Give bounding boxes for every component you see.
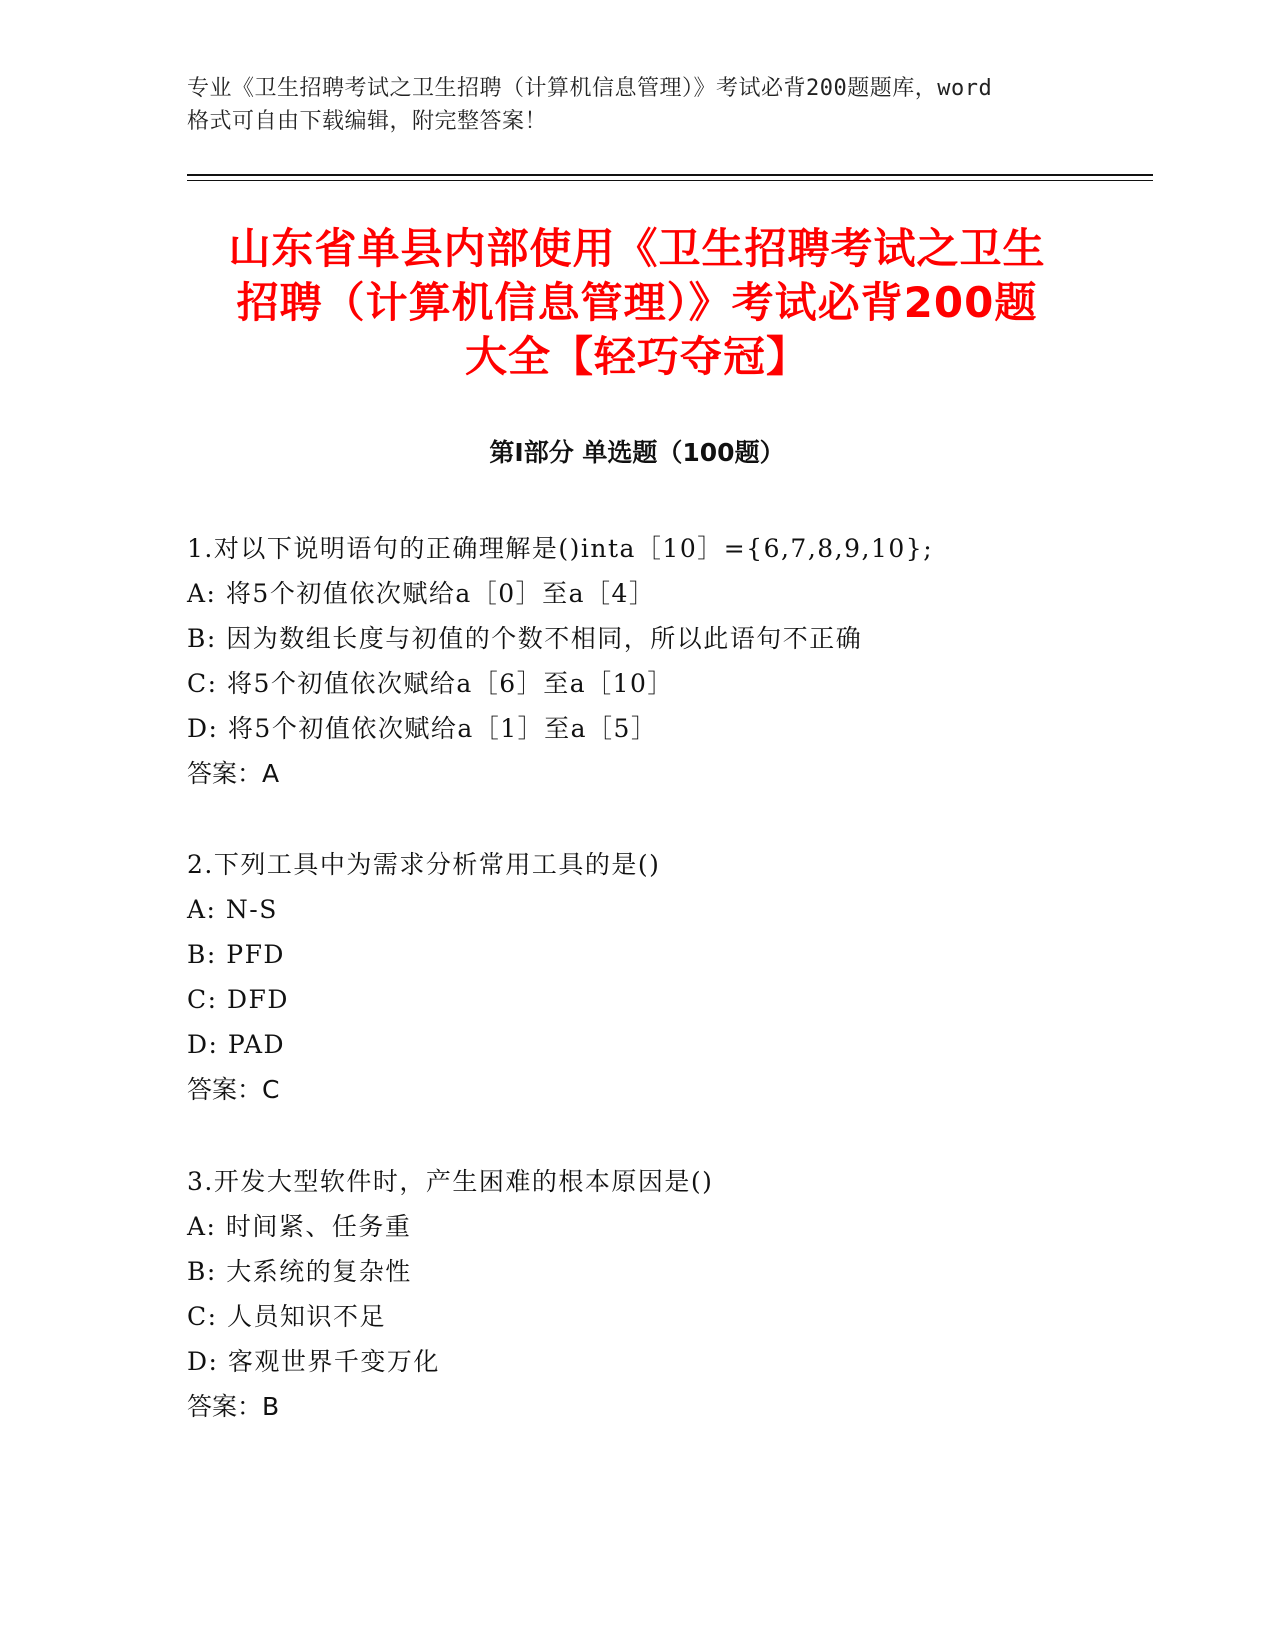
header-note <box>187 72 1087 138</box>
option-d: D: 将5个初值依次赋给a［1］至a［5］ <box>187 714 658 743</box>
answer-line: 答案：B <box>187 1392 280 1421</box>
option-b: B: 因为数组长度与初值的个数不相同，所以此语句不正确 <box>187 624 863 653</box>
header-divider-thick <box>187 174 1153 176</box>
answer-line: 答案：C <box>187 1075 280 1104</box>
option-a: A: 将5个初值依次赋给a［0］至a［4］ <box>187 579 656 608</box>
question-2 <box>187 842 1087 1112</box>
header-divider-thin <box>187 180 1153 181</box>
question-stem: 1.对以下说明语句的正确理解是()inta［10］={6,7,8,9,10}; <box>187 534 934 563</box>
answer-line: 答案：A <box>187 759 280 788</box>
option-d: D: 客观世界千变万化 <box>187 1347 440 1376</box>
section-heading: 第I部分 单选题（100题） <box>489 438 785 467</box>
question-stem: 3.开发大型软件时，产生困难的根本原因是() <box>187 1167 714 1196</box>
question-stem: 2.下列工具中为需求分析常用工具的是() <box>187 850 661 879</box>
option-a: A: 时间紧、任务重 <box>187 1212 412 1241</box>
option-b: B: 大系统的复杂性 <box>187 1257 412 1286</box>
option-a: A: N-S <box>187 895 278 924</box>
document-title <box>187 222 1087 384</box>
option-c: C: DFD <box>187 985 289 1014</box>
document-title-line-1: 山东省单县内部使用《卫生招聘考试之卫生 <box>228 224 1046 273</box>
option-c: C: 将5个初值依次赋给a［6］至a［10］ <box>187 669 674 698</box>
header-note-line-2: 格式可自由下载编辑，附完整答案！ <box>187 109 548 134</box>
document-title-line-2: 招聘（计算机信息管理）》考试必背200题 <box>236 278 1038 327</box>
header-note-line-1: 专业《卫生招聘考试之卫生招聘（计算机信息管理）》考试必背200题题库，word <box>187 76 993 101</box>
question-1 <box>187 526 1087 796</box>
option-d: D: PAD <box>187 1030 286 1059</box>
question-3 <box>187 1159 1087 1429</box>
option-b: B: PFD <box>187 940 285 969</box>
option-c: C: 人员知识不足 <box>187 1302 386 1331</box>
document-title-line-3: 大全【轻巧夺冠】 <box>464 332 809 381</box>
